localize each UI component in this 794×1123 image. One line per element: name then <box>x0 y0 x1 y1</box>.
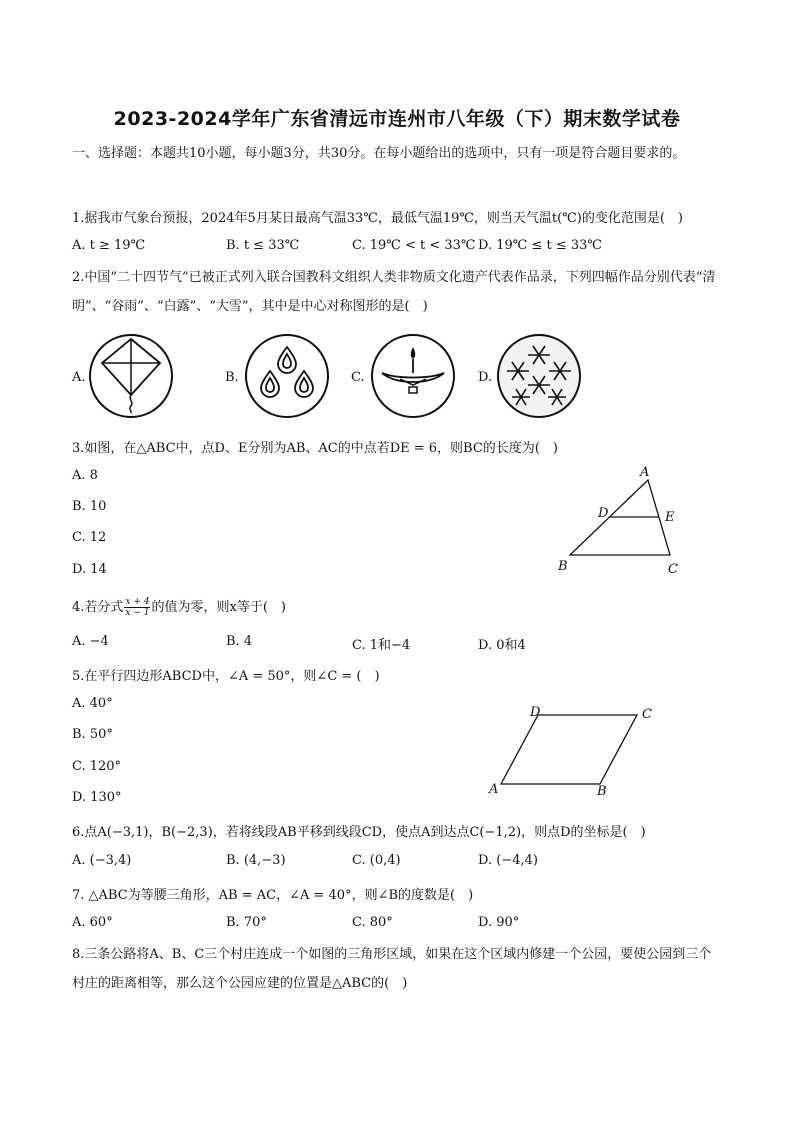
q3-option-d: D. 14 <box>72 562 107 577</box>
q3-option-b: B. 10 <box>72 499 107 514</box>
q4-fraction <box>124 597 150 618</box>
question-6-stem: 6.点A(−3,1)，B(−2,3)，若将线段AB平移到线段CD，使点A到达点C(−1,2)，则点D的坐标是( ) <box>72 825 646 840</box>
label-c: C <box>642 707 652 722</box>
q2-option-b-letter: B. <box>225 370 239 385</box>
q5-option-d: D. 130° <box>72 790 122 805</box>
question-1-stem: 1.据我市气象台预报，2024年5月某日最高气温33℃，最低气温19℃，则当天气温t(℃)的变化范围是( ) <box>72 211 683 226</box>
label-a: A <box>489 782 499 797</box>
q2-option-c-letter: C. <box>351 370 365 385</box>
q4-suffix: 的值为零，则x等于( ) <box>151 600 286 615</box>
q7-option-c: C. 80° <box>352 915 393 930</box>
question-7-stem: 7. △ABC为等腰三角形，AB = AC，∠A = 40°，则∠B的度数是( ) <box>72 888 474 903</box>
q2-option-a-letter: A. <box>72 370 86 385</box>
q5-option-b: B. 50° <box>72 727 113 742</box>
q4-option-b: B. 4 <box>226 634 253 649</box>
label-e: E <box>665 510 675 525</box>
question-2-stem: 2.中国“二十四节气”已被正式列入联合国教科文组织人类非物质文化遗产代表作品录，下列四幅作品分别代表“清明”、“谷雨”、“白露”、“大雪”，其中是中心对称图形的是( ) <box>72 270 716 314</box>
q5-option-c: C. 120° <box>72 759 122 774</box>
label-a: A <box>640 465 650 480</box>
q2-option-d-letter: D. <box>478 370 493 385</box>
water-drops-icon <box>244 333 330 419</box>
label-d: D <box>530 705 541 720</box>
q4-prefix: 4.若分式 <box>72 600 124 615</box>
q7-option-b: B. 70° <box>226 915 267 930</box>
q1-option-b: B. t ≤ 33℃ <box>226 238 300 253</box>
label-b: B <box>597 784 607 799</box>
parallelogram-abcd-figure <box>484 700 664 805</box>
q3-option-c: C. 12 <box>72 530 107 545</box>
q4-option-d: D. 0和4 <box>478 638 526 653</box>
q6-option-c: C. (0,4) <box>352 853 401 868</box>
question-8-stem: 8.三条公路将A、B、C三个村庄连成一个如图的三角形区域，如果在这个区域内修建一个公园，要使公园到三个村庄的距离相等，那么这个公园应建的位置是△ABC的( ) <box>72 947 712 991</box>
q1-option-d: D. 19℃ ≤ t ≤ 33℃ <box>478 238 602 253</box>
question-3-stem: 3.如图，在△ABC中，点D、E分别为AB、AC的中点若DE = 6，则BC的长度为( ) <box>72 441 558 456</box>
q4-option-a: A. −4 <box>72 634 109 649</box>
label-c: C <box>668 562 678 577</box>
label-b: B <box>558 559 568 574</box>
q5-option-a: A. 40° <box>72 696 113 711</box>
q4-fraction-numerator: x + 4 <box>125 597 150 607</box>
q4-option-c: C. 1和−4 <box>352 638 411 653</box>
label-d: D <box>598 506 609 521</box>
question-4-stem <box>72 596 286 618</box>
question-5-stem: 5.在平行四边形ABCD中，∠A = 50°，则∠C = ( ) <box>72 669 380 684</box>
q6-option-b: B. (4,−3) <box>226 853 286 868</box>
q6-option-a: A. (−3,4) <box>72 853 132 868</box>
candle-icon <box>370 333 456 419</box>
q3-option-a: A. 8 <box>72 468 98 483</box>
kite-icon <box>88 333 174 419</box>
page-title: 2023-2024学年广东省清远市连州市八年级（下）期末数学试卷 <box>113 108 681 130</box>
q1-option-c: C. 19℃ < t < 33℃ <box>352 238 476 253</box>
snowflakes-icon <box>496 333 582 419</box>
q4-fraction-denominator: x − 1 <box>125 608 150 618</box>
section-heading: 一、选择题：本题共10小题，每小题3分，共30分。在每小题给出的选项中，只有一项是符合题目要求的。 <box>72 146 686 161</box>
q7-option-a: A. 60° <box>72 915 113 930</box>
q7-option-d: D. 90° <box>478 915 520 930</box>
triangle-abc-figure <box>552 460 692 580</box>
q1-option-a: A. t ≥ 19℃ <box>72 238 146 253</box>
q6-option-d: D. (−4,4) <box>478 853 538 868</box>
